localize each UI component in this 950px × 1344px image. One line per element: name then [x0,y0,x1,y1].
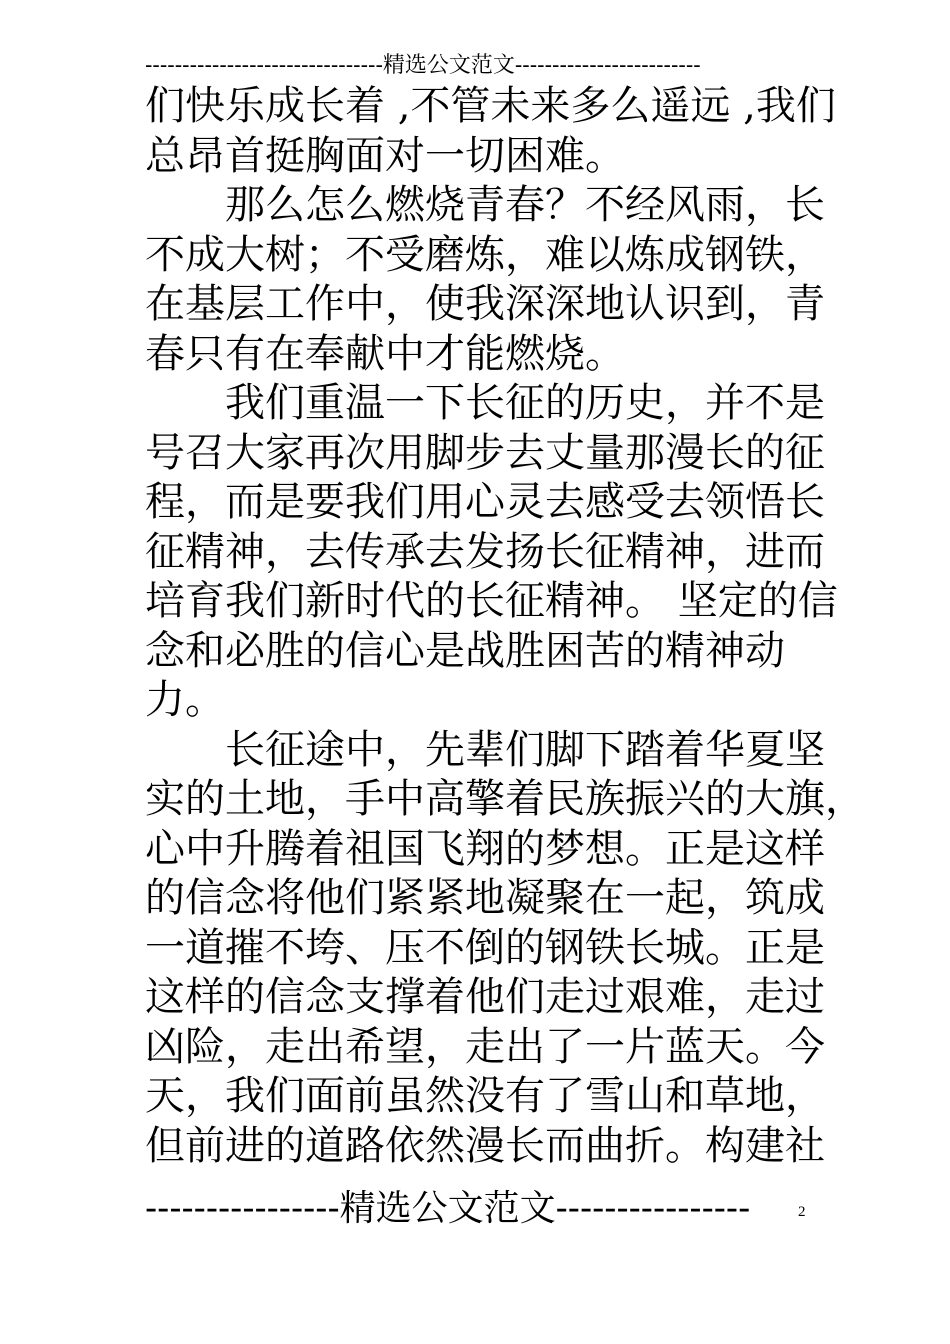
text-line: 那么怎么燃烧青春？不经风雨，长 [225,182,825,228]
text-line: 们快乐成长着 ,不管未来多么遥远 ,我们 [145,83,836,129]
text-line: 力。 [145,677,225,723]
text-line: 心中升腾着祖国飞翔的梦想。正是这样 [145,825,825,872]
text-line: 的信念将他们紧紧地凝聚在一起，筑成 [145,875,825,921]
page-number: 2 [798,1204,806,1220]
text-line: 春只有在奉献中才能燃烧。 [145,330,625,377]
text-line: 号召大家再次用脚步去丈量那漫长的征 [145,429,825,476]
text-line: 总昂首挺胸面对一切困难。 [145,132,625,179]
text-line: 念和必胜的信心是战胜困苦的精神动 [145,627,785,674]
text-line: 天，我们面前虽然没有了雪山和草地， [145,1073,825,1119]
text-line: 不成大树；不受磨炼，难以炼成钢铁， [145,231,825,278]
text-line: 我们重温一下长征的历史，并不是 [225,380,825,426]
text-line: 程，而是要我们用心灵去感受去领悟长 [145,479,825,525]
text-line: 征精神，去传承去发扬长征精神，进而 [145,528,825,575]
text-line: 这样的信念支撑着他们走过艰难，走过 [145,974,825,1020]
text-line: 长征途中，先辈们脚下踏着华夏坚 [225,726,825,773]
document-body [145,82,865,1171]
page-header: --------------------------------精选公文范文------------------------- [145,53,701,78]
text-line: 一道摧不垮、压不倒的钢铁长城。正是 [145,924,825,971]
text-line: 培育我们新时代的长征精神。 坚定的信 [145,578,838,624]
text-line: 在基层工作中，使我深深地认识到，青 [145,281,825,327]
page-footer: ----------------精选公文范文---------------- [145,1188,751,1229]
text-line: 凶险，走出希望，走出了一片蓝天。今 [145,1023,825,1070]
text-line: 但前进的道路依然漫长而曲折。构建社 [145,1122,825,1169]
text-line: 实的土地，手中高擎着民族振兴的大旗， [145,776,865,822]
